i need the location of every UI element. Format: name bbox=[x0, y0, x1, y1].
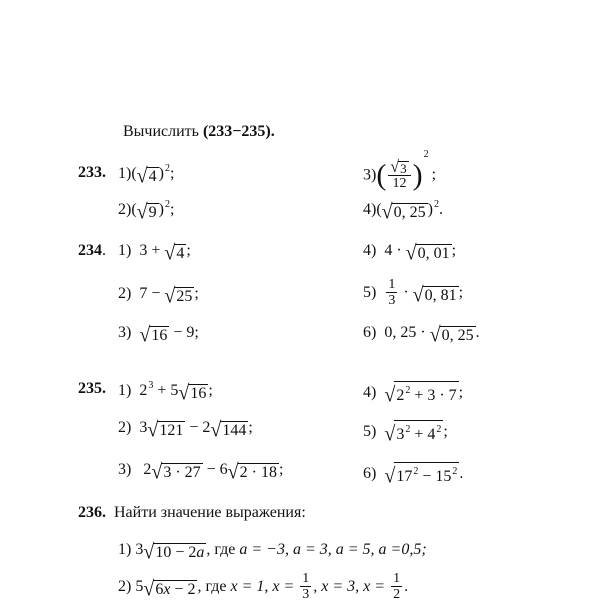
radical: √ 4 bbox=[136, 164, 157, 188]
p235-item-1: 1) $2^3 + 5$ √ 16 ; bbox=[118, 380, 213, 405]
p235-item-5: 5) √ $3^2 + 4^2$ ; bbox=[363, 420, 448, 443]
p233-item-3: 3)( √ 3 12 )$^2$; bbox=[363, 149, 437, 192]
p234-item-1: 1) 3 + √ 4 ; bbox=[118, 241, 191, 265]
p235-item-4: 4) √ $2^2 + 3 \cdot 7$ ; bbox=[363, 381, 463, 404]
p234-item-4: 4) 4 · √ 0, 01 ; bbox=[363, 241, 457, 265]
intro-prefix: Вычислить bbox=[123, 123, 199, 140]
p233-item-2: 2)( √ 9 )$^2$; bbox=[118, 199, 175, 224]
p233-item-4: 4)( √ 0, 25 )$^2$. bbox=[363, 199, 443, 224]
fraction: √ 3 12 bbox=[388, 160, 410, 191]
p235-item-6: 6) √ $17^2 - 15^2$ . bbox=[363, 462, 463, 485]
p235-item-3: 3) 2 √ 3 · 27 − 6 √ 2 · 18 ; bbox=[118, 460, 284, 484]
intro-range: (233−235). bbox=[202, 123, 275, 140]
problem-number-233: 233. bbox=[78, 164, 106, 181]
problem-number-234: 234. bbox=[78, 242, 106, 259]
problem-236-heading bbox=[78, 505, 306, 521]
radical: √ 9 bbox=[136, 200, 157, 224]
p234-item-3: 3) √ 16 − 9; bbox=[118, 323, 199, 347]
problem-number-235: 235. bbox=[78, 380, 106, 397]
intro-line bbox=[123, 124, 275, 140]
p233-item-1: 1)( √ 4 )$^2$; bbox=[118, 163, 175, 188]
p236-item-1: 1) 3 √ 10 − 2a , где a = −3, a = 3, a = 5, a =0,5; bbox=[118, 540, 427, 564]
p235-item-2: 2) 3 √ 121 − 2 √ 144 ; bbox=[118, 418, 253, 442]
p236-item-2: 2) 5 √ 6x − 2 , где x = 1, x = $\frac{1}{3}$ , x = 3, x = $\frac{1}{2}$ . bbox=[118, 571, 409, 602]
problem-236-title: Найти значение выражения: bbox=[114, 504, 306, 521]
p234-item-2: 2) 7 − √ 25 ; bbox=[118, 284, 199, 308]
p234-item-5: 5) $\frac{1}{3}$ · √ 0, 81 ; bbox=[363, 277, 464, 308]
p234-item-6: 6) 0, 25 · √ 0, 25 . bbox=[363, 323, 480, 347]
radical: √ 0, 25 bbox=[381, 200, 426, 224]
problem-number-236: 236. bbox=[78, 504, 106, 521]
